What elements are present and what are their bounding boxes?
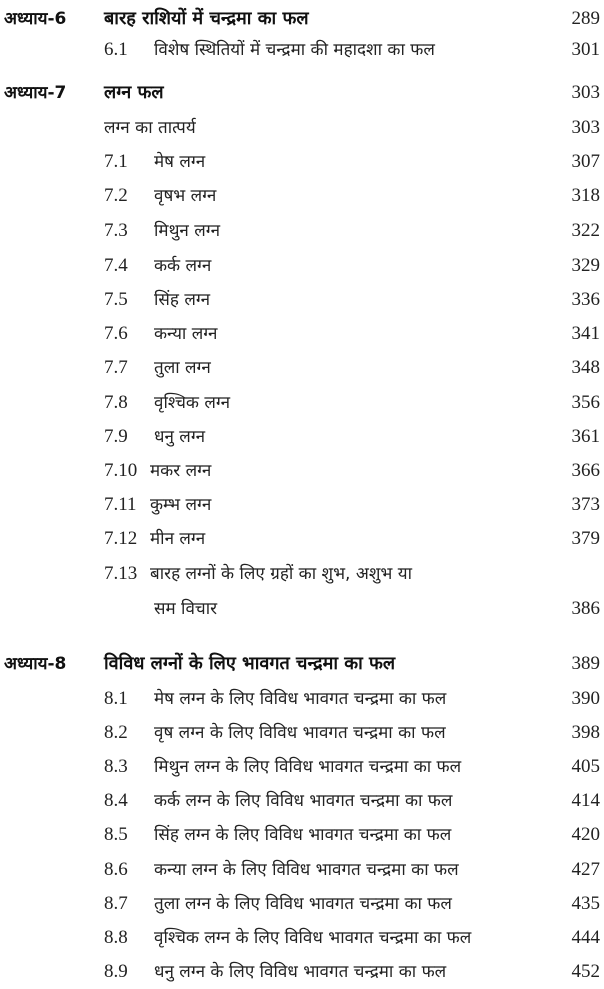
toc-entry-7-5[interactable] xyxy=(0,285,604,315)
section-title: वृषभ लग्न xyxy=(154,186,217,206)
toc-entry-8-7[interactable] xyxy=(0,889,604,919)
page-number: 361 xyxy=(571,426,600,447)
section-number: 8.2 xyxy=(104,722,128,743)
page-number: 427 xyxy=(571,859,600,880)
chapter-label: अध्याय-6 xyxy=(4,9,67,29)
section-number: 7.5 xyxy=(104,289,128,310)
section-number: 7.13 xyxy=(104,563,138,584)
toc-entry-7-7[interactable] xyxy=(0,353,604,383)
toc-entry-7-2[interactable] xyxy=(0,181,604,211)
chapter-title: बारह राशियों में चन्द्रमा का फल xyxy=(104,8,309,29)
section-number: 7.7 xyxy=(104,357,128,378)
section-title: मीन लग्न xyxy=(150,529,206,549)
page-number: 301 xyxy=(571,39,600,60)
section-number: 7.1 xyxy=(104,151,128,172)
section-number: 8.3 xyxy=(104,756,128,777)
page-number: 435 xyxy=(571,893,600,914)
toc-entry-6-1[interactable] xyxy=(0,35,604,65)
chapter-heading-7[interactable] xyxy=(0,78,604,108)
toc-entry-8-2[interactable] xyxy=(0,718,604,748)
section-number: 8.7 xyxy=(104,893,128,914)
chapter-label: अध्याय-7 xyxy=(4,83,67,103)
toc-entry-8-1[interactable] xyxy=(0,684,604,714)
section-title: कर्क लग्न के लिए विविध भावगत चन्द्रमा का फल xyxy=(154,791,453,811)
toc-entry-7-12[interactable] xyxy=(0,524,604,554)
toc-entry-7-intro[interactable] xyxy=(0,113,604,143)
section-title: मकर लग्न xyxy=(150,461,212,481)
section-number: 7.9 xyxy=(104,426,128,447)
section-title: तुला लग्न के लिए विविध भावगत चन्द्रमा का फल xyxy=(154,894,452,914)
page-number: 336 xyxy=(571,289,600,310)
chapter-heading-8[interactable] xyxy=(0,649,604,679)
section-number: 8.9 xyxy=(104,961,128,982)
section-title: कर्क लग्न xyxy=(154,256,212,276)
toc-entry-8-4[interactable] xyxy=(0,786,604,816)
section-title: वृश्चिक लग्न के लिए विविध भावगत चन्द्रमा का फल xyxy=(154,928,472,948)
page-number: 318 xyxy=(571,185,600,206)
toc-entry-8-5[interactable] xyxy=(0,820,604,850)
section-number: 7.10 xyxy=(104,460,138,481)
page-number: 341 xyxy=(571,323,600,344)
section-title: मेष लग्न के लिए विविध भावगत चन्द्रमा का फल xyxy=(154,689,447,709)
page-number: 420 xyxy=(571,824,600,845)
section-title: सिंह लग्न xyxy=(154,290,211,310)
section-number: 7.8 xyxy=(104,392,128,413)
page-number: 452 xyxy=(571,961,600,982)
chapter-title: लग्न फल xyxy=(104,82,164,103)
page-number: 322 xyxy=(571,220,600,241)
page-number: 289 xyxy=(571,8,600,29)
toc-entry-7-13[interactable] xyxy=(0,559,604,589)
toc-entry-7-4[interactable] xyxy=(0,251,604,281)
section-number: 6.1 xyxy=(104,39,128,60)
page-number: 307 xyxy=(571,151,600,172)
section-title: मिथुन लग्न xyxy=(154,221,221,241)
section-number: 7.3 xyxy=(104,220,128,241)
toc-entry-7-13-continued[interactable] xyxy=(0,594,604,624)
toc-entry-7-3[interactable] xyxy=(0,216,604,246)
section-number: 7.6 xyxy=(104,323,128,344)
toc-entry-8-6[interactable] xyxy=(0,855,604,885)
section-title-continued: सम विचार xyxy=(154,599,218,619)
toc-entry-7-9[interactable] xyxy=(0,422,604,452)
toc-entry-7-6[interactable] xyxy=(0,319,604,349)
toc-entry-7-11[interactable] xyxy=(0,490,604,520)
section-title: तुला लग्न xyxy=(154,358,211,378)
section-number: 7.11 xyxy=(104,494,137,515)
section-title: कुम्भ लग्न xyxy=(150,495,212,515)
section-number: 7.12 xyxy=(104,528,138,549)
page-number: 390 xyxy=(571,688,600,709)
section-number: 7.2 xyxy=(104,185,128,206)
section-title: वृष लग्न के लिए विविध भावगत चन्द्रमा का फल xyxy=(154,723,446,743)
page-number: 303 xyxy=(571,82,600,103)
chapter-label: अध्याय-8 xyxy=(4,654,67,674)
chapter-heading-6[interactable] xyxy=(0,4,604,34)
page-number: 414 xyxy=(571,790,600,811)
page-number: 348 xyxy=(571,357,600,378)
section-number: 8.5 xyxy=(104,824,128,845)
section-number: 8.8 xyxy=(104,927,128,948)
page-number: 389 xyxy=(571,653,600,674)
page-number: 398 xyxy=(571,722,600,743)
section-title: धनु लग्न xyxy=(154,427,206,447)
page-number: 329 xyxy=(571,255,600,276)
section-title: धनु लग्न के लिए विविध भावगत चन्द्रमा का फल xyxy=(154,962,447,982)
section-number: 8.4 xyxy=(104,790,128,811)
section-number: 8.1 xyxy=(104,688,128,709)
page-number: 405 xyxy=(571,756,600,777)
page-number: 379 xyxy=(571,528,600,549)
section-title: विशेष स्थितियों में चन्द्रमा की महादशा का फल xyxy=(154,40,435,60)
page-number: 303 xyxy=(571,117,600,138)
toc-entry-8-3[interactable] xyxy=(0,752,604,782)
section-title: कन्या लग्न के लिए विविध भावगत चन्द्रमा का फल xyxy=(154,860,459,880)
section-title: कन्या लग्न xyxy=(154,324,218,344)
toc-entry-8-8[interactable] xyxy=(0,923,604,953)
section-title: बारह लग्नों के लिए ग्रहों का शुभ, अशुभ या xyxy=(150,564,413,584)
page-number: 366 xyxy=(571,460,600,481)
toc-entry-7-8[interactable] xyxy=(0,388,604,418)
section-title: मिथुन लग्न के लिए विविध भावगत चन्द्रमा का फल xyxy=(154,757,462,777)
section-title: सिंह लग्न के लिए विविध भावगत चन्द्रमा का फल xyxy=(154,825,452,845)
section-number: 8.6 xyxy=(104,859,128,880)
toc-entry-7-1[interactable] xyxy=(0,147,604,177)
toc-entry-8-9[interactable] xyxy=(0,957,604,987)
page-number: 373 xyxy=(571,494,600,515)
page-number: 444 xyxy=(571,927,600,948)
section-title: मेष लग्न xyxy=(154,152,206,172)
chapter-title: विविध लग्नों के लिए भावगत चन्द्रमा का फल xyxy=(104,653,396,674)
section-number: 7.4 xyxy=(104,255,128,276)
section-title: लग्न का तात्पर्य xyxy=(104,118,196,138)
page-number: 356 xyxy=(571,392,600,413)
page-number: 386 xyxy=(571,598,600,619)
toc-entry-7-10[interactable] xyxy=(0,456,604,486)
section-title: वृश्चिक लग्न xyxy=(154,393,231,413)
